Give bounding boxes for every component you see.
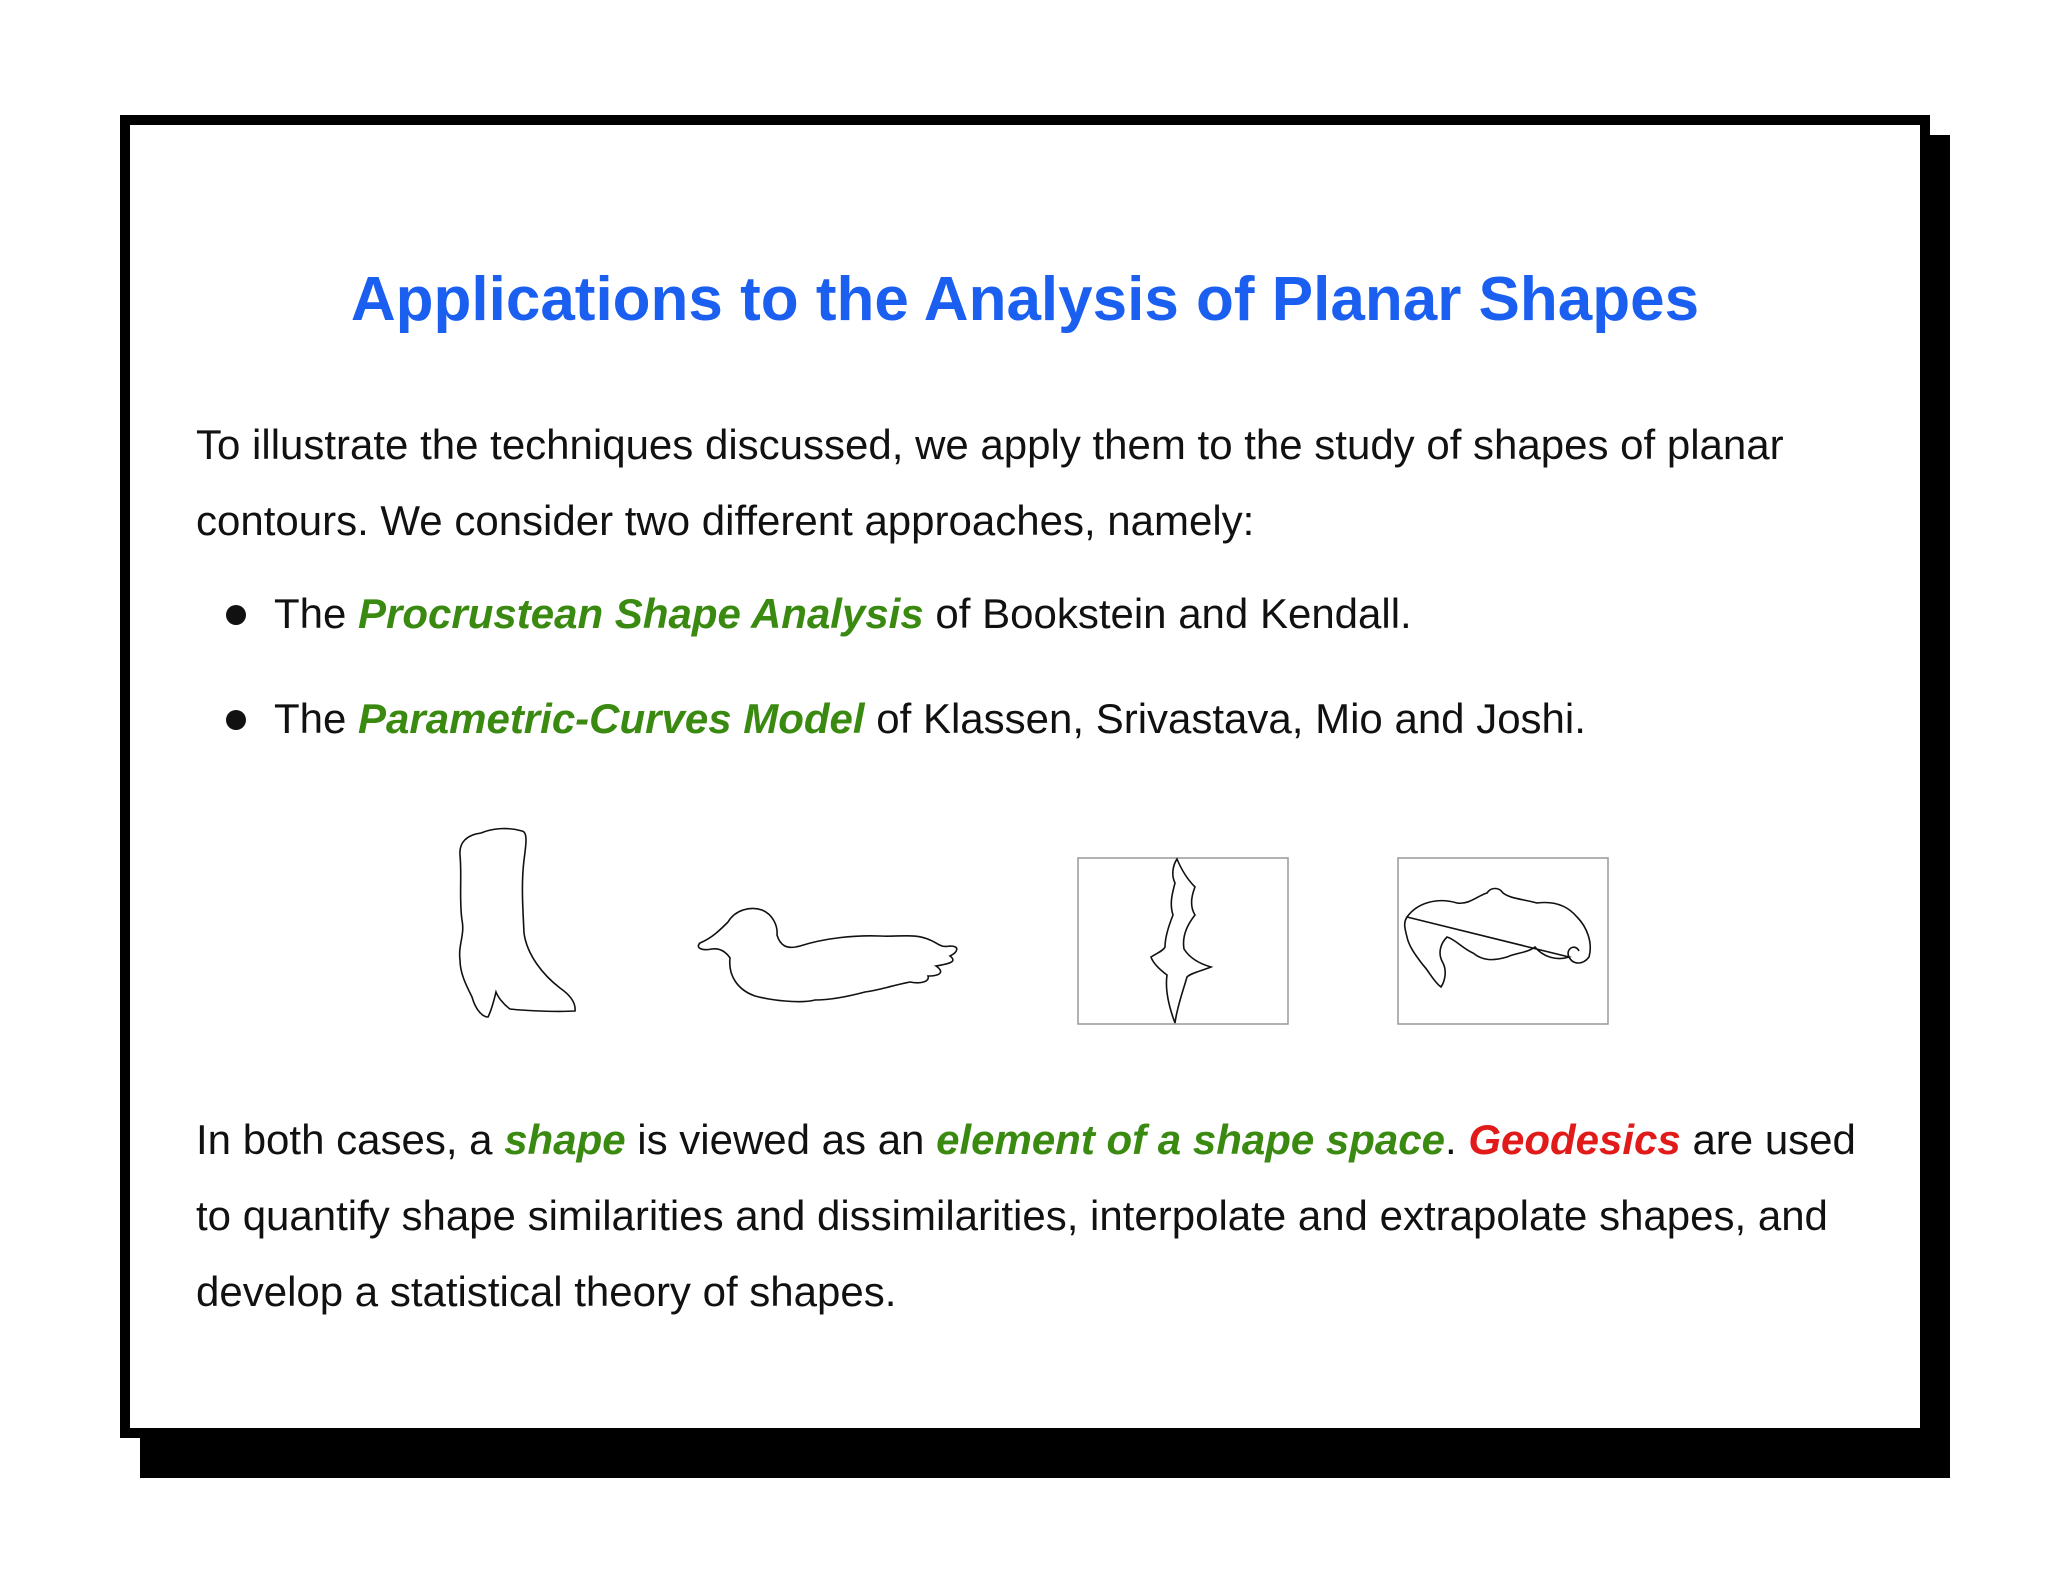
approach-list bbox=[226, 577, 1586, 787]
duck-contour-icon bbox=[690, 900, 970, 1040]
conclusion-text: In both cases, a bbox=[196, 1116, 505, 1163]
seahorse-contour-icon bbox=[1397, 857, 1609, 1025]
bullet-icon bbox=[226, 710, 246, 730]
bullet-icon bbox=[226, 605, 246, 625]
boot-contour-icon bbox=[448, 825, 588, 1025]
geodesics-highlight: Geodesics bbox=[1468, 1116, 1681, 1163]
bullet-prefix: The bbox=[274, 590, 359, 637]
list-item bbox=[226, 577, 1586, 682]
conclusion-text: is viewed as an bbox=[625, 1116, 937, 1163]
fish-contour-icon bbox=[1077, 857, 1289, 1025]
conclusion-paragraph bbox=[196, 1102, 1896, 1330]
bullet-suffix: of Klassen, Srivastava, Mio and Joshi. bbox=[864, 695, 1586, 742]
procrustean-highlight: Procrustean Shape Analysis bbox=[358, 590, 924, 637]
bullet-suffix: of Bookstein and Kendall. bbox=[923, 590, 1412, 637]
slide-title: Applications to the Analysis of Planar Shapes bbox=[350, 265, 1700, 334]
intro-paragraph: To illustrate the techniques discussed, we apply them to the study of shapes of planar contours. We consider two different approaches, namely: bbox=[196, 421, 1784, 544]
conclusion-text: . bbox=[1444, 1116, 1469, 1163]
conclusion-text: are used to quantify shape similarities and dissimilarities, interpolate and extrapolate shapes, and develop a statistical theory of shapes. bbox=[196, 1116, 1856, 1315]
bullet-prefix: The bbox=[274, 695, 359, 742]
list-item bbox=[226, 682, 1586, 787]
slide bbox=[120, 115, 1930, 1438]
shape-space-highlight: element of a shape space bbox=[936, 1116, 1445, 1163]
parametric-curves-highlight: Parametric-Curves Model bbox=[358, 695, 865, 742]
shape-highlight: shape bbox=[504, 1116, 626, 1163]
